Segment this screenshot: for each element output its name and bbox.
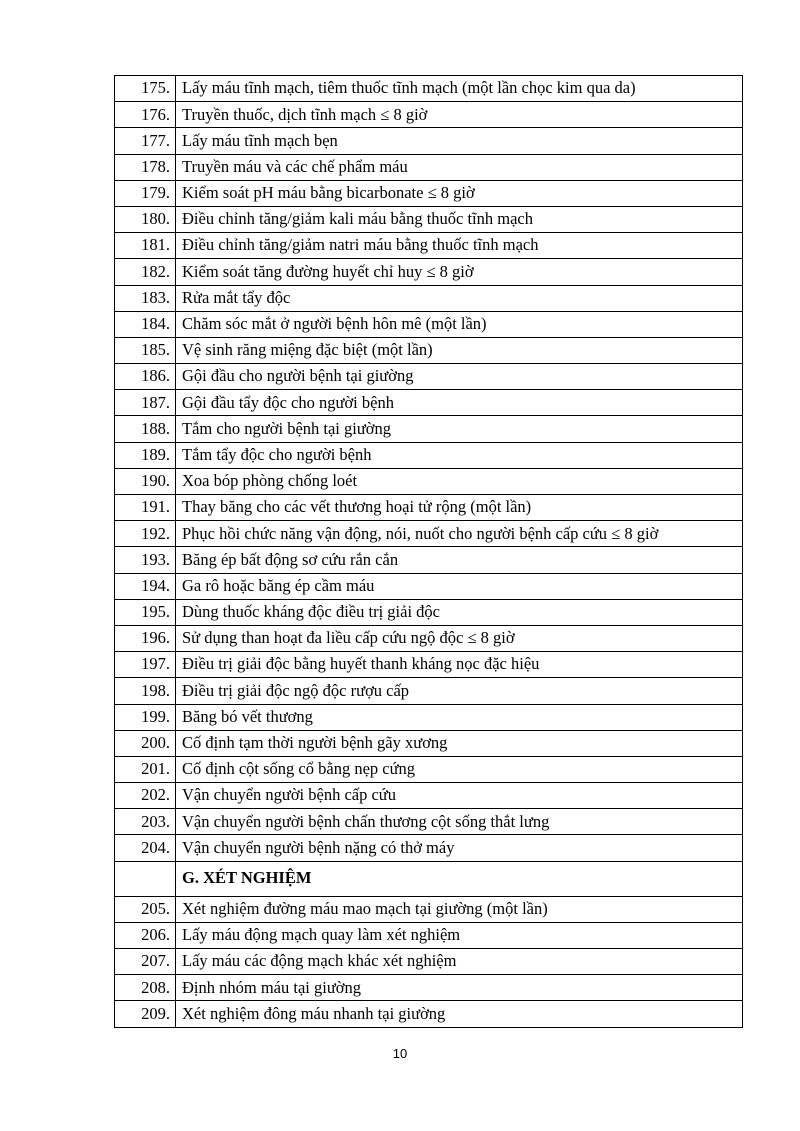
procedure-name: Truyền máu và các chế phẩm máu bbox=[176, 154, 743, 180]
row-number: 197. bbox=[115, 652, 176, 678]
table-row bbox=[115, 416, 743, 442]
table-row bbox=[115, 809, 743, 835]
procedure-name: Thay băng cho các vết thương hoại tử rộng (một lần) bbox=[176, 495, 743, 521]
procedure-name: Gội đầu cho người bệnh tại giường bbox=[176, 364, 743, 390]
procedure-name: Băng bó vết thương bbox=[176, 704, 743, 730]
table-row bbox=[115, 783, 743, 809]
table-row bbox=[115, 102, 743, 128]
row-number: 178. bbox=[115, 154, 176, 180]
section-header-row bbox=[115, 861, 743, 896]
procedure-name: Điều trị giải độc bằng huyết thanh kháng nọc đặc hiệu bbox=[176, 652, 743, 678]
row-number: 204. bbox=[115, 835, 176, 861]
row-number: 192. bbox=[115, 521, 176, 547]
row-number: 198. bbox=[115, 678, 176, 704]
table-row bbox=[115, 259, 743, 285]
procedure-name: Chăm sóc mắt ở người bệnh hôn mê (một lần) bbox=[176, 311, 743, 337]
procedure-name: Ga rô hoặc băng ép cầm máu bbox=[176, 573, 743, 599]
table-row bbox=[115, 599, 743, 625]
row-number: 194. bbox=[115, 573, 176, 599]
table-row bbox=[115, 311, 743, 337]
procedure-name: Rửa mắt tẩy độc bbox=[176, 285, 743, 311]
procedure-name: Điều chỉnh tăng/giảm kali máu bằng thuốc tĩnh mạch bbox=[176, 206, 743, 232]
procedure-name: Xoa bóp phòng chống loét bbox=[176, 468, 743, 494]
row-number: 181. bbox=[115, 233, 176, 259]
table-row bbox=[115, 1001, 743, 1027]
procedure-name: Xét nghiệm đường máu mao mạch tại giường (một lần) bbox=[176, 896, 743, 922]
table-row bbox=[115, 390, 743, 416]
table-row bbox=[115, 625, 743, 651]
procedure-name: Lấy máu tĩnh mạch, tiêm thuốc tĩnh mạch (một lần chọc kim qua da) bbox=[176, 76, 743, 102]
row-number: 207. bbox=[115, 949, 176, 975]
table-row bbox=[115, 573, 743, 599]
table-row bbox=[115, 975, 743, 1001]
procedure-name: Kiểm soát pH máu bằng bicarbonate ≤ 8 giờ bbox=[176, 180, 743, 206]
row-number: 179. bbox=[115, 180, 176, 206]
row-number: 195. bbox=[115, 599, 176, 625]
table-row bbox=[115, 206, 743, 232]
row-number: 200. bbox=[115, 730, 176, 756]
row-number: 208. bbox=[115, 975, 176, 1001]
table-row bbox=[115, 756, 743, 782]
table-row bbox=[115, 495, 743, 521]
procedure-name: Gội đầu tẩy độc cho người bệnh bbox=[176, 390, 743, 416]
procedure-name: Dùng thuốc kháng độc điều trị giải độc bbox=[176, 599, 743, 625]
table-row bbox=[115, 835, 743, 861]
row-number: 203. bbox=[115, 809, 176, 835]
procedure-name: Lấy máu các động mạch khác xét nghiệm bbox=[176, 949, 743, 975]
row-number: 193. bbox=[115, 547, 176, 573]
table-row bbox=[115, 180, 743, 206]
table-row bbox=[115, 285, 743, 311]
procedure-name: Tắm cho người bệnh tại giường bbox=[176, 416, 743, 442]
table-row bbox=[115, 233, 743, 259]
table-row bbox=[115, 652, 743, 678]
table-row bbox=[115, 364, 743, 390]
procedure-table bbox=[114, 75, 743, 1028]
row-number: 185. bbox=[115, 337, 176, 363]
row-number: 176. bbox=[115, 102, 176, 128]
table-row bbox=[115, 521, 743, 547]
row-number: 188. bbox=[115, 416, 176, 442]
row-number: 190. bbox=[115, 468, 176, 494]
procedure-name: Vận chuyển người bệnh cấp cứu bbox=[176, 783, 743, 809]
table-row bbox=[115, 896, 743, 922]
table-row bbox=[115, 337, 743, 363]
table-row bbox=[115, 468, 743, 494]
row-number: 209. bbox=[115, 1001, 176, 1027]
table-row bbox=[115, 678, 743, 704]
table-row bbox=[115, 154, 743, 180]
procedure-name: Xét nghiệm đông máu nhanh tại giường bbox=[176, 1001, 743, 1027]
procedure-name: Băng ép bất động sơ cứu rắn cắn bbox=[176, 547, 743, 573]
row-number: 177. bbox=[115, 128, 176, 154]
procedure-table-body bbox=[115, 76, 743, 1028]
procedure-name: Vận chuyển người bệnh nặng có thở máy bbox=[176, 835, 743, 861]
row-number: 187. bbox=[115, 390, 176, 416]
row-number: 191. bbox=[115, 495, 176, 521]
procedure-name: Điều chỉnh tăng/giảm natri máu bằng thuốc tĩnh mạch bbox=[176, 233, 743, 259]
row-number: 186. bbox=[115, 364, 176, 390]
procedure-name: Lấy máu tĩnh mạch bẹn bbox=[176, 128, 743, 154]
row-number: 199. bbox=[115, 704, 176, 730]
procedure-name: Tắm tẩy độc cho người bệnh bbox=[176, 442, 743, 468]
procedure-name: Truyền thuốc, dịch tĩnh mạch ≤ 8 giờ bbox=[176, 102, 743, 128]
row-number: 205. bbox=[115, 896, 176, 922]
table-row bbox=[115, 76, 743, 102]
row-number: 182. bbox=[115, 259, 176, 285]
procedure-name: Sử dụng than hoạt đa liều cấp cứu ngộ độc ≤ 8 giờ bbox=[176, 625, 743, 651]
row-number: 202. bbox=[115, 783, 176, 809]
row-number: 189. bbox=[115, 442, 176, 468]
procedure-name: Lấy máu động mạch quay làm xét nghiệm bbox=[176, 922, 743, 948]
table-row bbox=[115, 128, 743, 154]
table-row bbox=[115, 547, 743, 573]
section-title: G. XÉT NGHIỆM bbox=[176, 861, 743, 896]
procedure-name: Cố định cột sống cổ bằng nẹp cứng bbox=[176, 756, 743, 782]
procedure-name: Định nhóm máu tại giường bbox=[176, 975, 743, 1001]
page-number: 10 bbox=[392, 1046, 408, 1061]
row-number: 180. bbox=[115, 206, 176, 232]
table-row bbox=[115, 922, 743, 948]
row-number bbox=[115, 861, 176, 896]
procedure-name: Phục hồi chức năng vận động, nói, nuốt cho người bệnh cấp cứu ≤ 8 giờ bbox=[176, 521, 743, 547]
row-number: 184. bbox=[115, 311, 176, 337]
row-number: 183. bbox=[115, 285, 176, 311]
procedure-name: Điều trị giải độc ngộ độc rượu cấp bbox=[176, 678, 743, 704]
table-row bbox=[115, 704, 743, 730]
row-number: 175. bbox=[115, 76, 176, 102]
row-number: 201. bbox=[115, 756, 176, 782]
table-row bbox=[115, 730, 743, 756]
table-row bbox=[115, 442, 743, 468]
procedure-name: Vận chuyển người bệnh chấn thương cột sống thắt lưng bbox=[176, 809, 743, 835]
procedure-name: Cố định tạm thời người bệnh gãy xương bbox=[176, 730, 743, 756]
procedure-name: Kiểm soát tăng đường huyết chỉ huy ≤ 8 giờ bbox=[176, 259, 743, 285]
table-row bbox=[115, 949, 743, 975]
row-number: 196. bbox=[115, 625, 176, 651]
row-number: 206. bbox=[115, 922, 176, 948]
procedure-name: Vệ sinh răng miệng đặc biệt (một lần) bbox=[176, 337, 743, 363]
